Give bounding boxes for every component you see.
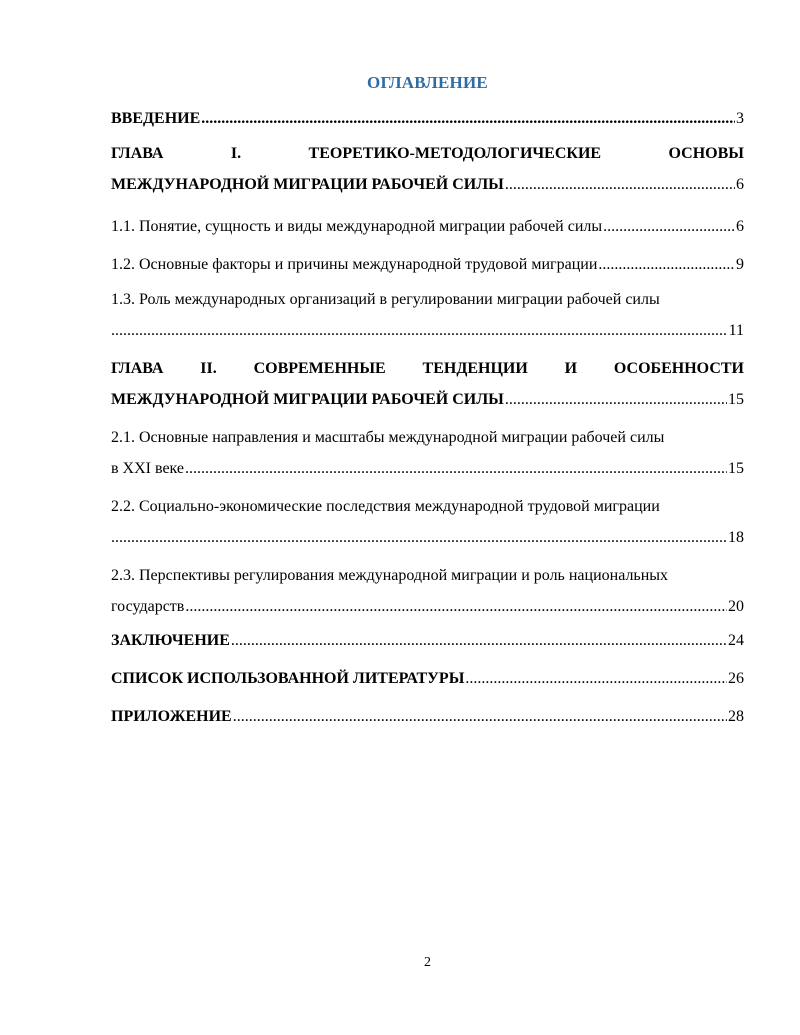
toc-entry-title-line1: 2.3. Перспективы регулирования международной миграции и роль национальных — [111, 567, 669, 584]
toc-entry-section-1-3[interactable] — [111, 284, 744, 346]
toc-entry-title: ПРИЛОЖЕНИЕ — [111, 708, 232, 725]
dot-leader — [185, 591, 727, 622]
toc-entry-page: 15 — [728, 391, 744, 408]
toc-entry-page: 24 — [728, 632, 744, 649]
dot-leader — [598, 246, 735, 284]
dot-leader — [111, 522, 727, 553]
toc-entry-page: 3 — [736, 110, 744, 127]
toc-entry-title-line1: 2.2. Социально-экономические последствия международной трудовой миграции — [111, 498, 660, 515]
toc-entry-title-line1: ГЛАВА II. СОВРЕМЕННЫЕ ТЕНДЕНЦИИ И ОСОБЕННОСТИ — [111, 360, 744, 377]
toc-entry-section-2-1[interactable] — [111, 422, 744, 484]
dot-leader — [465, 660, 727, 698]
toc-entry-title: ЗАКЛЮЧЕНИЕ — [111, 632, 230, 649]
toc-entry-chapter-1[interactable] — [111, 138, 744, 200]
toc-entry-page: 28 — [728, 708, 744, 725]
dot-leader — [233, 698, 727, 736]
toc-entry-page: 15 — [728, 460, 744, 477]
dot-leader — [603, 208, 735, 246]
toc-entry-title-line2: МЕЖДУНАРОДНОЙ МИГРАЦИИ РАБОЧЕЙ СИЛЫ — [111, 391, 504, 408]
toc-entry-title-line2: МЕЖДУНАРОДНОЙ МИГРАЦИИ РАБОЧЕЙ СИЛЫ — [111, 176, 504, 193]
toc-entry-chapter-2[interactable] — [111, 353, 744, 415]
dot-leader — [231, 622, 727, 660]
page-number: 2 — [424, 955, 431, 970]
dot-leader — [505, 169, 735, 200]
toc-entry-page: 11 — [728, 322, 744, 339]
toc-entry-title-line2: государств — [111, 598, 185, 615]
dot-leader — [201, 100, 735, 138]
toc-entry-title: СПИСОК ИСПОЛЬЗОВАННОЙ ЛИТЕРАТУРЫ — [111, 670, 465, 687]
toc-entry-title-line2: в XXI веке — [111, 460, 185, 477]
dot-leader — [111, 315, 728, 346]
toc-entry-page: 20 — [728, 598, 744, 615]
dot-leader — [185, 453, 727, 484]
toc-entry-title: 1.1. Понятие, сущность и виды международной миграции рабочей силы — [111, 218, 603, 235]
toc-entry-page: 26 — [728, 670, 744, 687]
toc-entry-section-1-1[interactable] — [111, 208, 744, 246]
toc-entry-title-line1: ГЛАВА I. ТЕОРЕТИКО-МЕТОДОЛОГИЧЕСКИЕ ОСНОВЫ — [111, 145, 744, 162]
toc-entry-conclusion[interactable] — [111, 622, 744, 660]
toc-entry-section-1-2[interactable] — [111, 246, 744, 284]
toc-entry-page: 18 — [728, 529, 744, 546]
toc-entry-page: 9 — [736, 256, 744, 273]
toc-entry-title-line1: 2.1. Основные направления и масштабы международной миграции рабочей силы — [111, 429, 665, 446]
toc-entry-title: ВВЕДЕНИЕ — [111, 110, 201, 127]
toc-entry-section-2-2[interactable] — [111, 491, 744, 553]
toc-entry-page: 6 — [736, 176, 744, 193]
toc-entry-introduction[interactable] — [111, 100, 744, 138]
toc-entry-title: 1.2. Основные факторы и причины международной трудовой миграции — [111, 256, 598, 273]
dot-leader — [505, 384, 727, 415]
toc-entry-title-line1: 1.3. Роль международных организаций в регулировании миграции рабочей силы — [111, 291, 660, 308]
table-of-contents — [111, 100, 744, 736]
toc-entry-appendix[interactable] — [111, 698, 744, 736]
toc-heading: ОГЛАВЛЕНИЕ — [367, 73, 488, 92]
toc-entry-references[interactable] — [111, 660, 744, 698]
toc-entry-section-2-3[interactable] — [111, 560, 744, 622]
toc-entry-page: 6 — [736, 218, 744, 235]
